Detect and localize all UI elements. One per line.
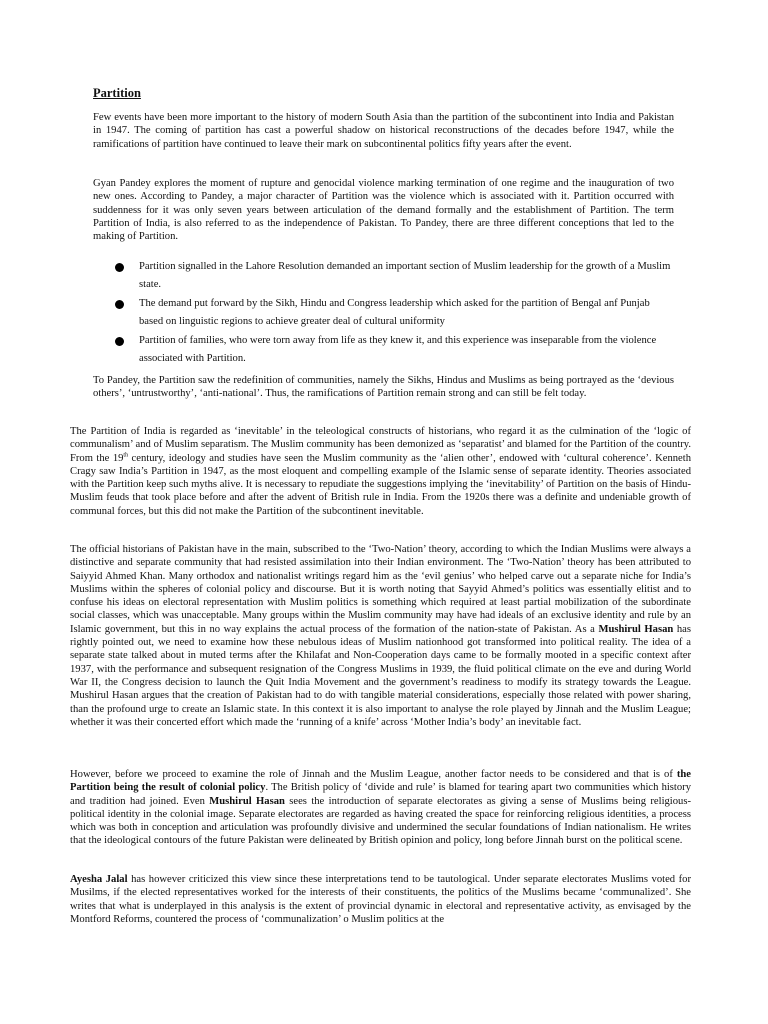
text-run: century, ideology and studies have seen the Muslim community as the ‘alien other’, endowed with ‘cultural coherence’. Kenneth Cragy saw India’s Partition in 1947, as the most eloquent and compelling example of the Islamic sense of separate identity. Theories associated with the Partition keep such myths alive. It is necessary to repudiate the suggestions implying the ‘inevitability’ of Partition on the basis of Hindu-Muslim feuds that took place before and after the advent of British rule in India. From the 1920s there was a definite and undeniable growth of communal forces, but this did not make the Partition of the subcontinent inevitable. — [70, 452, 691, 517]
body-paragraph-ayesha-jalal — [70, 873, 691, 926]
body-paragraph-inevitability — [70, 425, 691, 518]
bold-name: Mushirul Hasan — [598, 623, 674, 635]
bullet-item-1 — [115, 258, 675, 295]
bullet-list — [115, 258, 675, 368]
text-run: has rightly pointed out, we need to examine how these nebulous ideas of Muslim nationhood got transformed into political reality. The idea of a separate state talked about in muted terms after the Khilafat and Non-Cooperation days came to be formally mooted in a specific context after 1937, with the performance and subsequent resignation of the Congress Muslims in 1939, the fluid political climate on the eve and during World War II, the Congress decision to launch the Quit India Movement and the government’s readiness to modify its strategy towards the League. Mushirul Hasan argues that the creation of Pakistan had to do with tangible material considerations, especially those related with power sharing, than the profound urge to create an Islamic state. In this context it is also important to analyse the role played by Jinnah and the Muslim League; whether it was their concerted effort which made the ‘running of a knife’ across ‘Mother India’s body’ an inevitable fact. — [70, 623, 691, 728]
bullet-text-2: The demand put forward by the Sikh, Hindu and Congress leadership which asked for the partition of Bengal anf Punjab based on linguistic regions to achieve greater deal of cultural uniformity — [139, 297, 650, 328]
bullet-item-2 — [115, 295, 675, 332]
text-run: The official historians of Pakistan have in the main, subscribed to the ‘Two-Nation’ theory, according to which the Indian Muslims were always a distinctive and separate community that had resisted assimilation into their Indian environment. The ‘Two-Nation’ theory has been attributed to Saiyyid Ahmed Khan. Many orthodox and nationalist writings regard him as the ‘evil genius’ who helped carve out a separate niche for India’s Muslims within the spheres of colonial policy and discourse. But it is worth noting that Sayyid Ahmed’s politics was essentially elitist and to confuse his ideas on electoral representation with Muslim politics is something which required at least partial mobilization of the subordinate social classes, which was unacceptable. Many groups within the Muslim community may have had ideals of an exclusive identity and rule by an Islamic government, but this in no way explains the actual process of the formation of the nation-state of Pakistan. As a — [70, 544, 691, 635]
page-title: Partition — [93, 86, 141, 100]
bold-phrase: the Partition being the result of colonial policy — [70, 769, 691, 794]
bullet-text-3: Partition of families, who were torn away from life as they knew it, and this experience was inseparable from the violence associated with Partition. — [139, 334, 657, 365]
text-run: sees the introduction of separate electorates as giving a sense of Muslims being religious-political identity in the colonial image. Separate electorates are regarded as having created the space for reinforcing religious identities, a process which was both in conception and articulation was profoundly divisive and undermined the secular foundations of Indian nationalism. He writes that the ideological contours of the future Pakistan were delineated by British opinion and policy, long before Jinnah burst on the political scene. — [70, 795, 691, 847]
superscript-th: th — [123, 452, 129, 459]
text-run: However, before we proceed to examine the role of Jinnah and the Muslim League, another factor needs to be considered and that is of — [70, 769, 677, 780]
intro-paragraph-1: Few events have been more important to the history of modern South Asia than the partition of the subcontinent into India and Pakistan in 1947. The coming of partition has cast a powerful shadow on historical reconstructions of the decades before 1947, while the ramifications of partition have continued to leave their mark on subcontinental politics fifty years after the event. — [93, 112, 674, 150]
bullet-dot-icon — [115, 337, 124, 346]
bullet-dot-icon — [115, 263, 124, 272]
bold-name: Mushirul Hasan — [209, 795, 285, 807]
bold-name: Ayesha Jalal — [70, 874, 128, 885]
bullet-text-1: Partition signalled in the Lahore Resolution demanded an important section of Muslim leadership for the growth of a Muslim state. — [139, 261, 671, 291]
text-run: The Partition of India is regarded as ‘inevitable’ in the teleological constructs of historians, who regard it as the culmination of the ‘logic of communalism’ and of Muslim separatism. The Muslim community has been demonized as ‘separatist’ and blamed for the Partition of the country. From the 19 — [70, 426, 691, 464]
bullet-item-3 — [115, 332, 675, 369]
body-paragraph-colonial-policy — [70, 768, 691, 848]
intro-paragraph-2: Gyan Pandey explores the moment of rupture and genocidal violence marking termination of one regime and the inauguration of two new ones. According to Pandey, a major character of Partition was the violence which is associated with it. Partition occurred with suddenness for it was only seven years between articulation of the demand formally and the establishment of Partition. The term Partition of India, is also referred to as the independence of Pakistan. To Pandey, there are three different conceptions that led to the making of Partition. — [93, 178, 674, 243]
text-run: has however criticized this view since these interpretations tend to be tautological. Under separate electorates Muslims voted for Musilms, if the elected representatives worked for the interests of their constituents, the politics of the Muslims became ‘communalized’. She writes that what is underplayed in this analysis is the extent of provincial dynamic in electoral and representative activity, as envisaged by the Montford Reforms, countered the process of ‘communalization’ o Muslim politics at the — [70, 874, 691, 925]
intro-paragraph-3: To Pandey, the Partition saw the redefinition of communities, namely the Sikhs, Hindus and Muslims as being portrayed as the ‘devious others’, ‘untrustworthy’, ‘anti-national’. Thus, the ramifications of Partition remain strong and can still be felt today. — [93, 375, 674, 400]
bullet-dot-icon — [115, 300, 124, 309]
text-run: . The British policy of ‘divide and rule’ is blamed for tearing apart two communities which history and tradition had joined. Even — [70, 782, 691, 807]
body-paragraph-two-nation — [70, 543, 691, 729]
